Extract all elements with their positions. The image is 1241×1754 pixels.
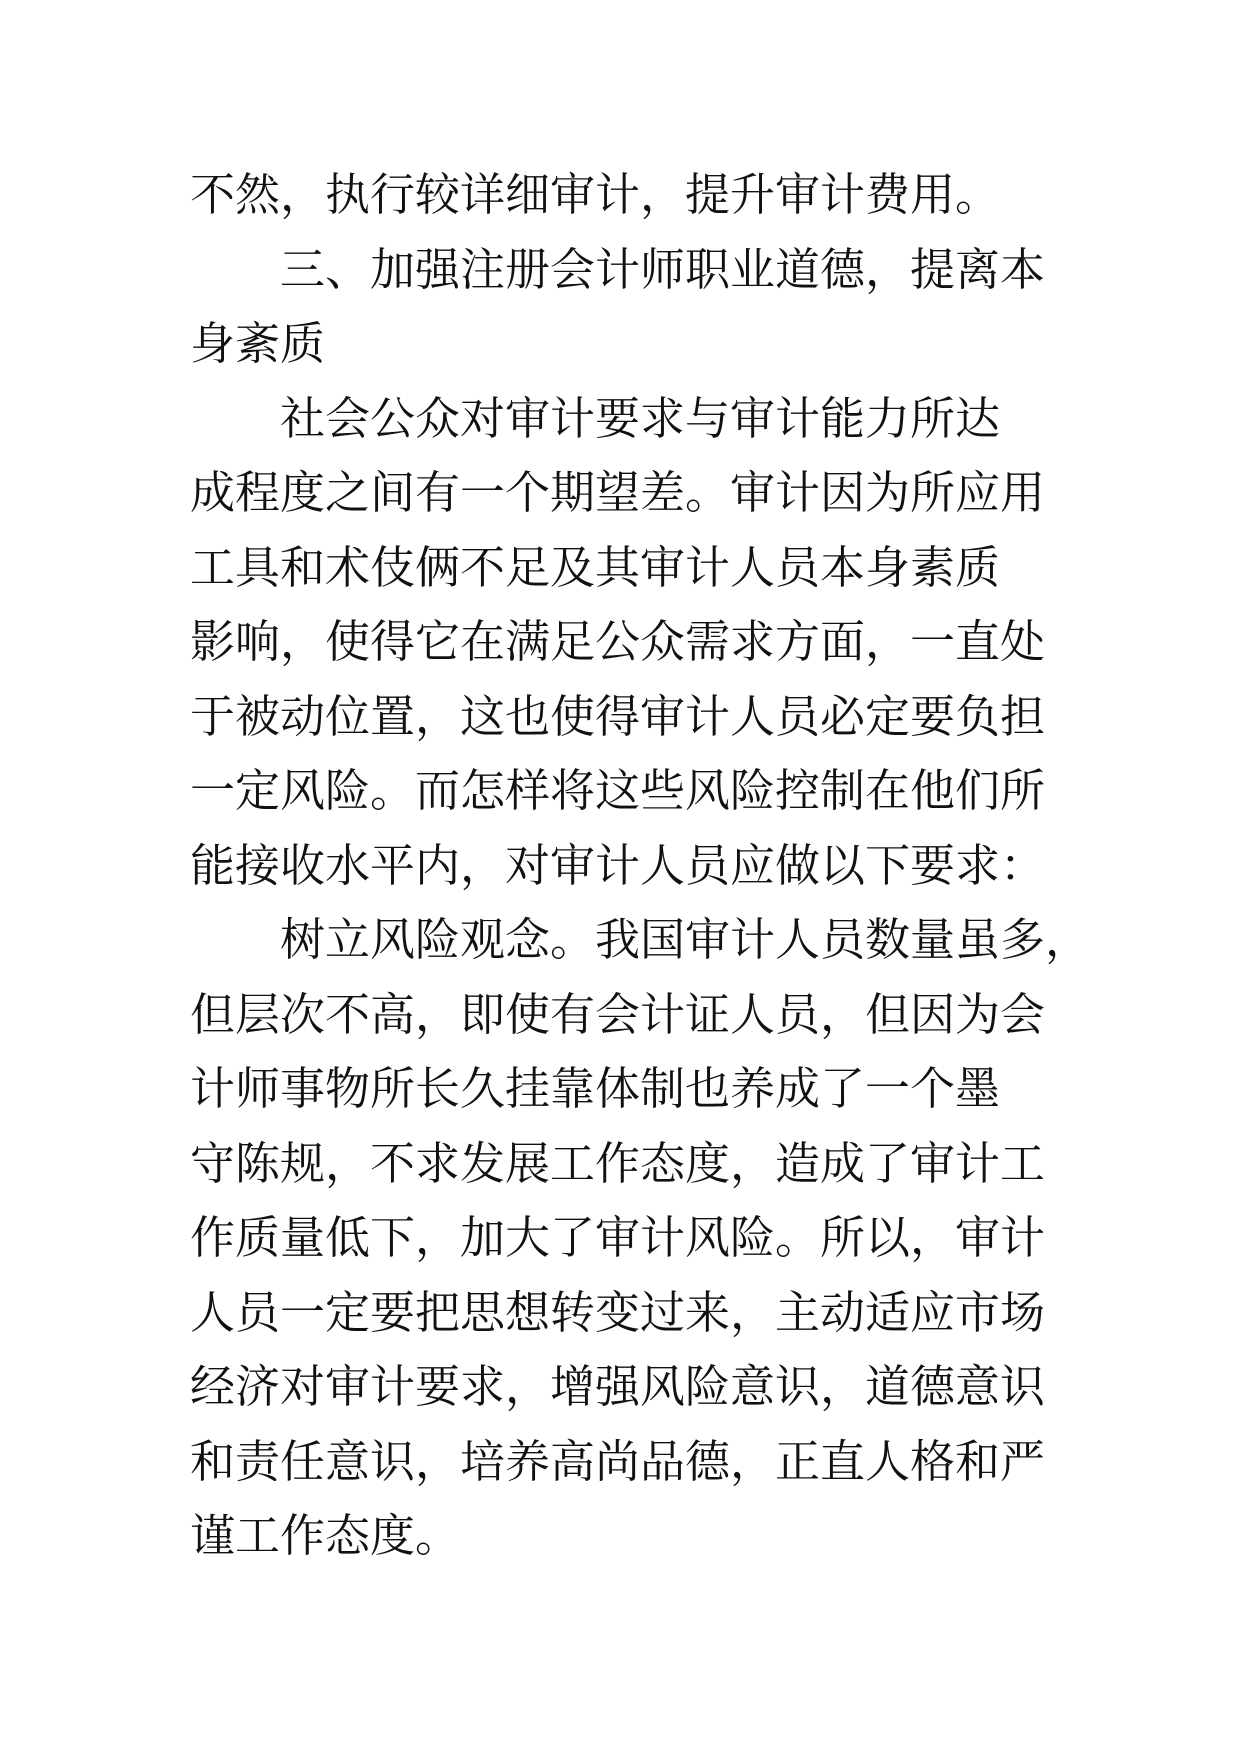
text-line: 守陈规，不求发展工作态度，造成了审计工 (190, 1136, 1046, 1190)
text-line: 谨工作态度。 (190, 1509, 461, 1562)
text-line: 影响，使得它在满足公众需求方面，一直处 (190, 615, 1046, 668)
text-line: 成程度之间有一个期望差。审计因为所应用 (190, 466, 1046, 519)
text-line: 但层次不高，即使有会计证人员，但因为会 (190, 987, 1046, 1041)
document-body (190, 158, 1091, 1574)
text-line: 计师事物所长久挂靠体制也养成了一个墨 (190, 1062, 1001, 1115)
text-line: 社会公众对审计要求与审计能力所达 (280, 391, 1001, 445)
text-line: 作质量低下，加大了审计风险。所以，审计 (190, 1211, 1046, 1264)
text-line: 一定风险。而怎样将这些风险控制在他们所 (190, 764, 1046, 817)
text-line: 人员一定要把思想转变过来，主动适应市场 (190, 1285, 1046, 1339)
text-line: 工具和术伎俩不足及其审计人员本身素质 (190, 540, 1001, 594)
text-line: 经济对审计要求，增强风险意识，道德意识 (190, 1360, 1046, 1413)
section-heading-line: 三、加强注册会计师职业道德，提离本 (280, 242, 1046, 296)
text-line: 和责任意识，培养高尚品德，正直人格和严 (190, 1434, 1046, 1488)
text-line: 树立风险观念。我国审计人员数量虽多， (280, 913, 1091, 966)
text-line: 能接收水平内，对审计人员应做以下要求： (190, 838, 1046, 892)
section-heading-line: 身紊质 (190, 317, 326, 370)
text-line: 不然，执行较详细审计，提升审计费用。 (190, 168, 1001, 221)
text-line: 于被动位置，这也使得审计人员必定要负担 (190, 689, 1046, 743)
